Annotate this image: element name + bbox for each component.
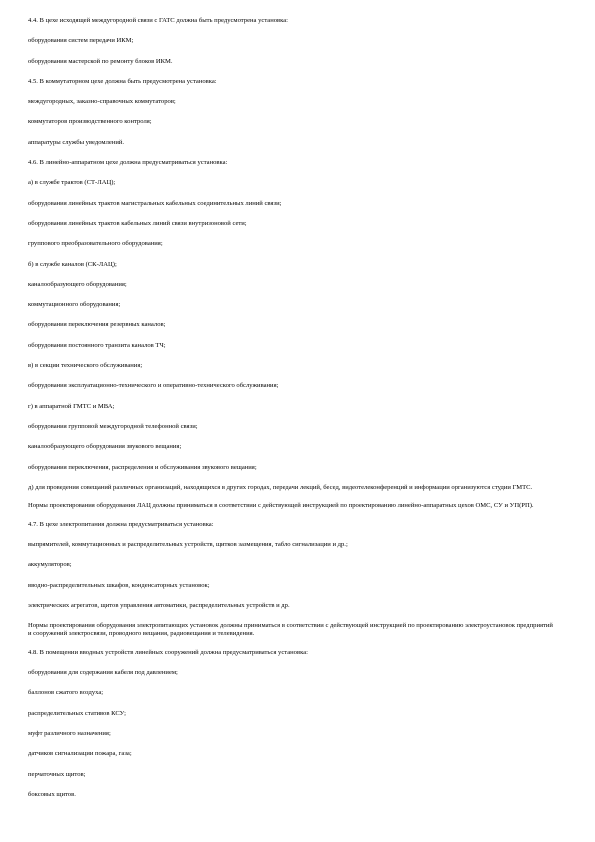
paragraph: оборудования линейных трактов кабельных линий связи внутризоновой сети; (28, 219, 247, 227)
paragraph: 4.4. В цехе исходящей междугородной связи с ГАТС должна быть предусмотрена установка: (28, 17, 289, 24)
paragraph: оборудования групповой междугородной телефонной связи; (28, 422, 198, 430)
paragraph: оборудования эксплуатационно-технического и оперативно-технического обслуживания; (28, 382, 279, 390)
paragraph: оборудования постоянного транзита каналов ТЧ; (28, 341, 166, 349)
paragraph: 4.6. В линейно-аппаратном цехе должна предусматриваться установка: (28, 159, 228, 167)
paragraph: 4.5. В коммутаторном цехе должна быть предусмотрена установка: (28, 77, 217, 85)
paragraph: коммутационного оборудования; (28, 301, 121, 309)
paragraph: г) в аппаратной ГМТС и МВА; (28, 402, 115, 410)
paragraph: каналообразующего оборудования; (28, 280, 127, 288)
paragraph: коммутаторов производственного контроля; (28, 118, 152, 126)
paragraph: выпрямителей, коммутационных и распределительных устройств, щитков зазмещения, табло сигнализации и др.; (28, 541, 348, 549)
paragraph: оборудования мастерской по ремонту блоков ИКМ. (28, 57, 173, 65)
paragraph: боксовых щитов. (28, 790, 76, 798)
paragraph: д) для проведения совещаний различных организаций, находящихся в других городах, передачи лекций, бесед, видеотелеконференций и информации организуются студии ГМТС. (28, 483, 533, 491)
paragraph: в) в секции технического обслуживания; (28, 362, 143, 370)
paragraph: 4.8. В помещении вводных устройств линейных сооружений должна предусматриваться установка: (28, 648, 308, 656)
paragraph: каналообразующего оборудования звукового вещания; (28, 443, 182, 451)
paragraph: б) в службе каналов (СК-ЛАЦ); (28, 260, 117, 268)
paragraph: вводно-распределительных шкафов, конденсаторных установок; (28, 581, 210, 589)
paragraph: распределительных стативов КСУ; (28, 709, 126, 717)
paragraph: баллонов сжатого воздуха; (28, 689, 104, 697)
paragraph: оборудования линейных трактов магистральных кабельных соединительных линий связи; (28, 199, 282, 207)
paragraph: перчаточных щитов; (28, 770, 86, 778)
paragraph: муфт различного назначения; (28, 730, 111, 737)
paragraph: Нормы проектирования оборудования электропитающих установок должны приниматься в соответствии с действующей инструкцией по проектированию электроустановок предприятий и сооружений электросвязи, проводного вещания, радиовещания и телевидения. (28, 622, 553, 638)
paragraph: аккумуляторов; (28, 561, 72, 569)
paragraph: электрических агрегатов, щитов управления автоматики, распределительных устройств и др. (28, 602, 290, 610)
paragraph: оборудования систем передачи ИКМ; (28, 37, 134, 45)
paragraph: 4.7. В цехе электропитания должна предусматриваться установка: (28, 520, 214, 528)
paragraph: оборудования для содержания кабеля под давлением; (28, 669, 178, 677)
paragraph: аппаратуры службы уведомлений. (28, 138, 125, 146)
paragraph: оборудования переключения, распределения и обслуживания звукового вещания; (28, 463, 257, 471)
paragraph: датчиков сигнализации пожара, газа; (28, 750, 132, 758)
paragraph: междугородных, заказно-справочных коммутаторов; (28, 98, 176, 106)
paragraph: Нормы проектирования оборудования ЛАЦ должны приниматься в соответствии с действующей инструкцией по проектированию линейно-аппаратных цехов ОМС, СУ и УП(РП). (28, 502, 534, 510)
paragraph: группового преобразовательного оборудования; (28, 240, 163, 248)
paragraph: а) в службе трактов (СТ-ЛАЦ); (28, 179, 116, 187)
paragraph: оборудования переключения резервных каналов; (28, 321, 166, 329)
